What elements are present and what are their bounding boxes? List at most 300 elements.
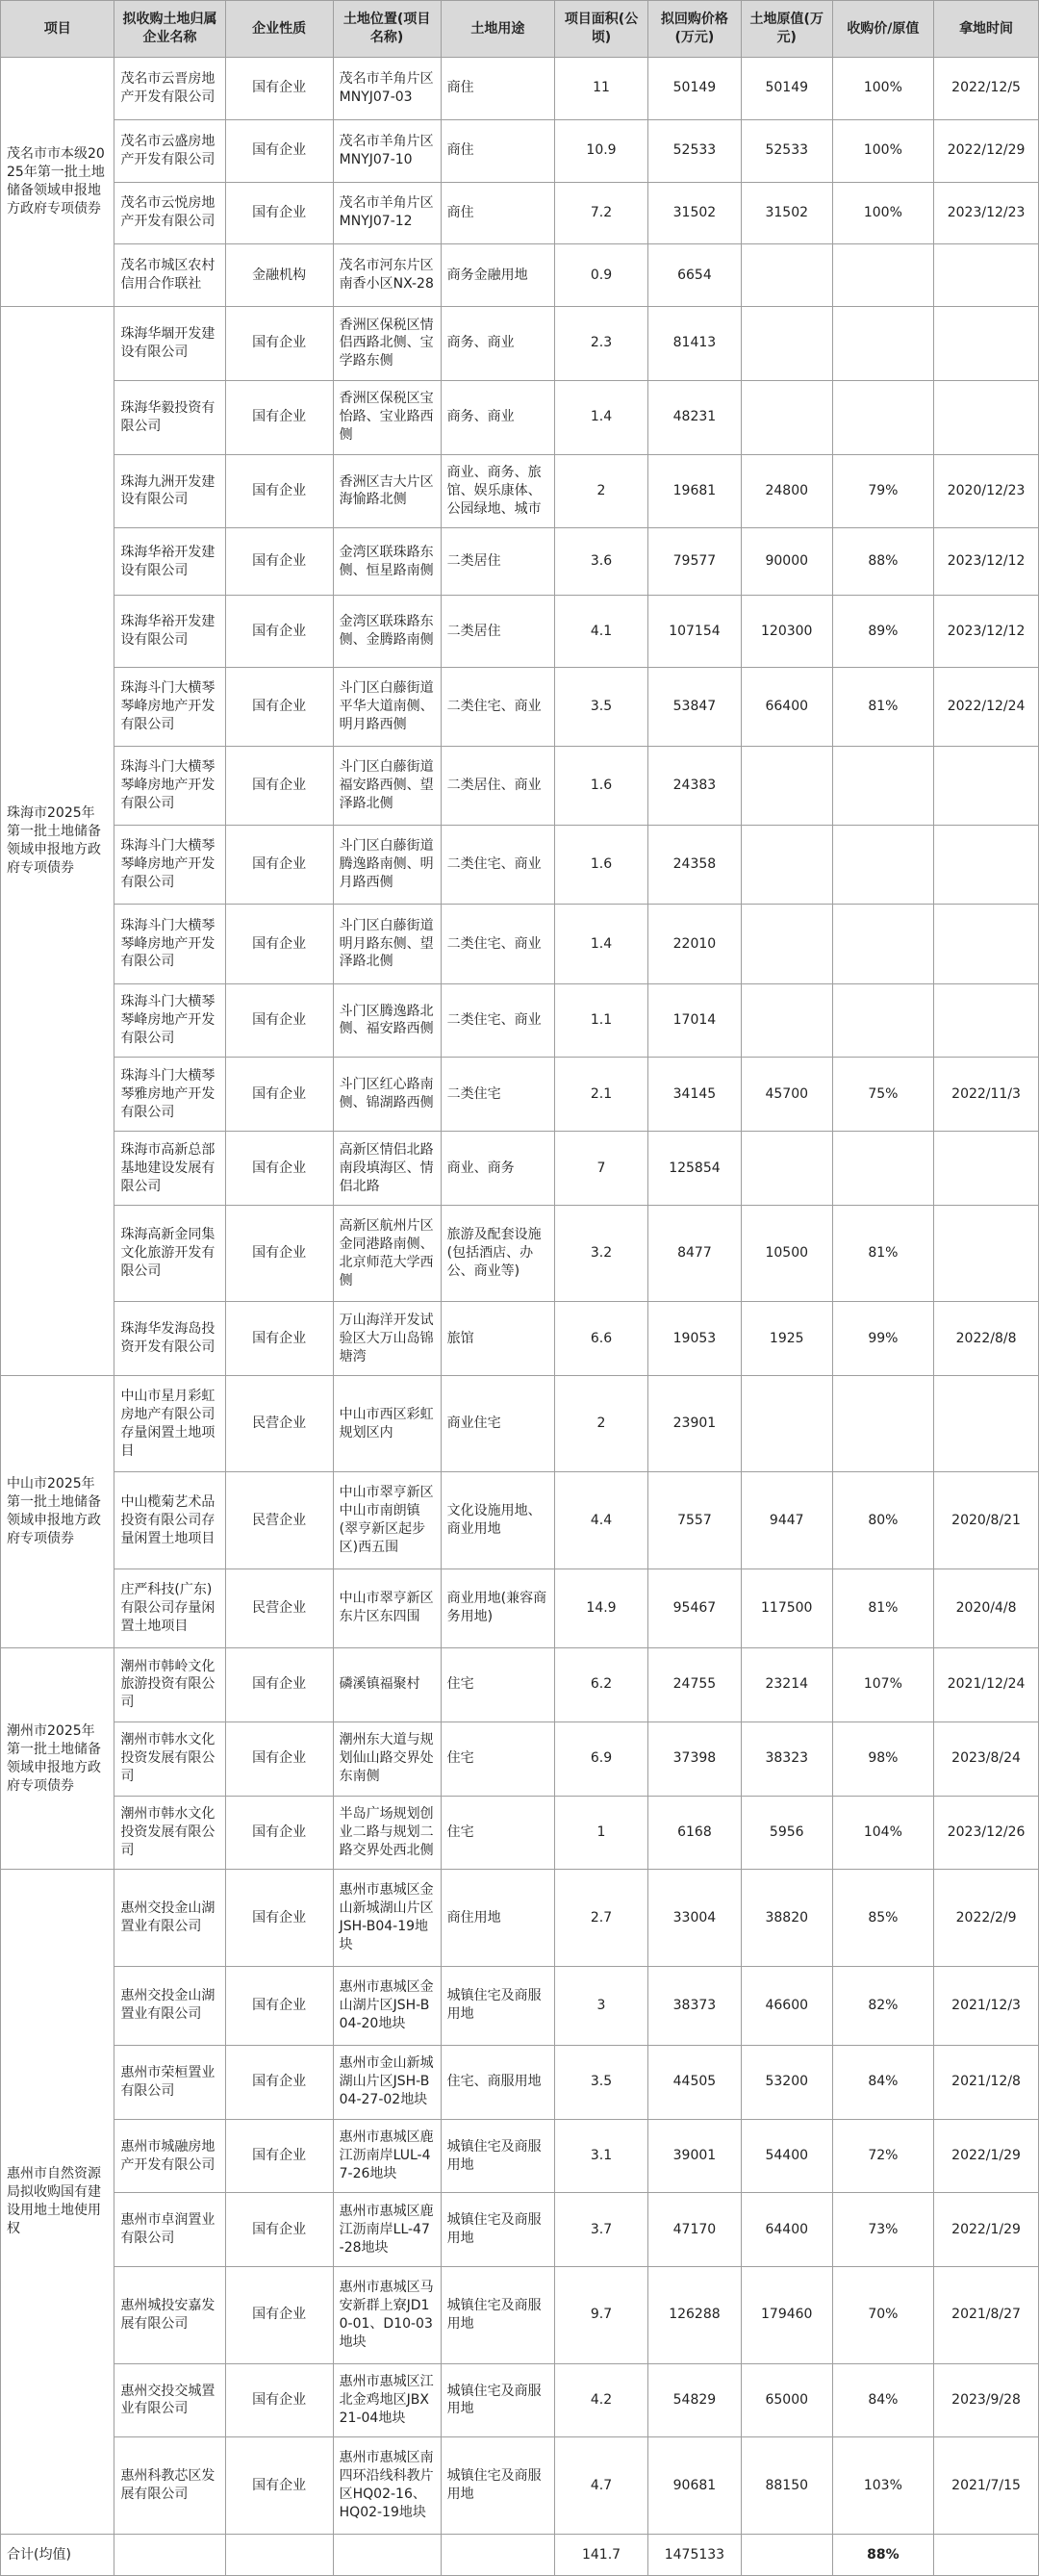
location-cell: 金湾区联珠路东侧、恒星路南侧 (333, 528, 441, 596)
buyer-cell: 中山榄菊艺术品投资有限公司存量闲置土地项目 (114, 1472, 225, 1569)
original-value-cell: 31502 (741, 182, 832, 244)
price-cell: 53847 (647, 667, 741, 746)
date-cell: 2021/12/8 (934, 2045, 1039, 2119)
total-ratio: 88% (832, 2535, 934, 2576)
column-header: 土地用途 (441, 1, 554, 58)
date-cell: 2020/12/23 (934, 454, 1039, 528)
area-cell: 2 (555, 454, 648, 528)
nature-cell: 国有企业 (225, 2045, 333, 2119)
price-cell: 107154 (647, 596, 741, 668)
price-cell: 6168 (647, 1796, 741, 1870)
original-value-cell: 9447 (741, 1472, 832, 1569)
original-value-cell (741, 1376, 832, 1472)
column-header: 拟回购价格(万元) (647, 1, 741, 58)
use-cell: 城镇住宅及商服用地 (441, 2437, 554, 2535)
area-cell: 3.6 (555, 528, 648, 596)
buyer-cell: 茂名市城区农村信用合作联社 (114, 244, 225, 307)
original-value-cell: 52533 (741, 119, 832, 182)
buyer-cell: 珠海九洲开发建设有限公司 (114, 454, 225, 528)
area-cell: 6.6 (555, 1302, 648, 1376)
original-value-cell: 38323 (741, 1722, 832, 1796)
price-cell: 38373 (647, 1966, 741, 2045)
buyer-cell: 中山市星月彩虹房地产有限公司存量闲置土地项目 (114, 1376, 225, 1472)
ratio-cell: 82% (832, 1966, 934, 2045)
use-cell: 城镇住宅及商服用地 (441, 2119, 554, 2193)
price-cell: 50149 (647, 58, 741, 120)
column-header: 拟收购土地归属企业名称 (114, 1, 225, 58)
area-cell: 14.9 (555, 1569, 648, 1647)
total-empty (934, 2535, 1039, 2576)
use-cell: 二类居住 (441, 528, 554, 596)
date-cell (934, 905, 1039, 983)
date-cell (934, 747, 1039, 826)
price-cell: 125854 (647, 1132, 741, 1206)
ratio-cell: 104% (832, 1796, 934, 1870)
use-cell: 二类居住、商业 (441, 747, 554, 826)
nature-cell: 国有企业 (225, 2267, 333, 2363)
nature-cell: 国有企业 (225, 454, 333, 528)
table-row (1, 1376, 1039, 1472)
buyer-cell: 珠海华堌开发建设有限公司 (114, 307, 225, 381)
ratio-cell (832, 1376, 934, 1472)
table-row (1, 1870, 1039, 1966)
ratio-cell: 81% (832, 1205, 934, 1301)
location-cell: 斗门区白藤街道福安路西侧、望泽路北侧 (333, 747, 441, 826)
location-cell: 金湾区联珠路东侧、金腾路南侧 (333, 596, 441, 668)
ratio-cell: 99% (832, 1302, 934, 1376)
ratio-cell (832, 905, 934, 983)
area-cell: 7 (555, 1132, 648, 1206)
area-cell: 2 (555, 1376, 648, 1472)
buyer-cell: 惠州市荣桓置业有限公司 (114, 2045, 225, 2119)
area-cell: 1.4 (555, 905, 648, 983)
ratio-cell (832, 307, 934, 381)
date-cell: 2022/2/9 (934, 1870, 1039, 1966)
nature-cell: 国有企业 (225, 1058, 333, 1132)
table-row (1, 1302, 1039, 1376)
date-cell: 2023/8/24 (934, 1722, 1039, 1796)
ratio-cell: 84% (832, 2045, 934, 2119)
ratio-cell: 100% (832, 119, 934, 182)
price-cell: 52533 (647, 119, 741, 182)
date-cell: 2023/12/12 (934, 528, 1039, 596)
table-row (1, 1966, 1039, 2045)
date-cell: 2023/9/28 (934, 2363, 1039, 2437)
ratio-cell: 70% (832, 2267, 934, 2363)
table-row (1, 182, 1039, 244)
area-cell: 7.2 (555, 182, 648, 244)
location-cell: 茂名市羊角片区MNYJ07-10 (333, 119, 441, 182)
original-value-cell: 45700 (741, 1058, 832, 1132)
location-cell: 香洲区吉大片区海愉路北侧 (333, 454, 441, 528)
date-cell: 2022/12/5 (934, 58, 1039, 120)
buyer-cell: 珠海高新金同集文化旅游开发有限公司 (114, 1205, 225, 1301)
original-value-cell: 117500 (741, 1569, 832, 1647)
buyer-cell: 惠州科教芯区发展有限公司 (114, 2437, 225, 2535)
use-cell: 文化设施用地、商业用地 (441, 1472, 554, 1569)
nature-cell: 国有企业 (225, 667, 333, 746)
ratio-cell: 85% (832, 1870, 934, 1966)
ratio-cell (832, 747, 934, 826)
original-value-cell: 46600 (741, 1966, 832, 2045)
table-row (1, 983, 1039, 1058)
location-cell: 半岛广场规划创业二路与规划二路交界处西北侧 (333, 1796, 441, 1870)
buyer-cell: 珠海市高新总部基地建设发展有限公司 (114, 1132, 225, 1206)
buyer-cell: 珠海斗门大横琴琴峰房地产开发有限公司 (114, 826, 225, 905)
table-row (1, 380, 1039, 454)
buyer-cell: 茂名市云盛房地产开发有限公司 (114, 119, 225, 182)
table-header-row (1, 1, 1039, 58)
project-group-cell: 惠州市自然资源局拟收购国有建设用地土地使用权 (1, 1870, 114, 2535)
total-empty (333, 2535, 441, 2576)
date-cell (934, 1132, 1039, 1206)
use-cell: 城镇住宅及商服用地 (441, 2363, 554, 2437)
date-cell: 2021/7/15 (934, 2437, 1039, 2535)
buyer-cell: 惠州市城融房地产开发有限公司 (114, 2119, 225, 2193)
nature-cell: 国有企业 (225, 1796, 333, 1870)
table-row (1, 1472, 1039, 1569)
area-cell: 4.2 (555, 2363, 648, 2437)
table-row (1, 2045, 1039, 2119)
price-cell: 90681 (647, 2437, 741, 2535)
original-value-cell (741, 380, 832, 454)
location-cell: 中山市翠亨新区中山市南朗镇(翠亨新区起步区)西五围 (333, 1472, 441, 1569)
location-cell: 中山市翠亨新区东片区东四围 (333, 1569, 441, 1647)
original-value-cell (741, 307, 832, 381)
nature-cell: 国有企业 (225, 826, 333, 905)
location-cell: 惠州市惠城区鹿江沥南岸LL-47-28地块 (333, 2193, 441, 2267)
ratio-cell: 88% (832, 528, 934, 596)
use-cell: 商住 (441, 119, 554, 182)
column-header: 企业性质 (225, 1, 333, 58)
project-group-cell: 潮州市2025年第一批土地储备领域申报地方政府专项债券 (1, 1647, 114, 1869)
area-cell: 1.6 (555, 747, 648, 826)
original-value-cell (741, 244, 832, 307)
location-cell: 惠州市惠城区南四环沿线科教片区HQ02-16、HQ02-19地块 (333, 2437, 441, 2535)
area-cell: 3 (555, 1966, 648, 2045)
location-cell: 惠州市惠城区金山湖片区JSH-B04-20地块 (333, 1966, 441, 2045)
ratio-cell: 81% (832, 667, 934, 746)
table-row (1, 244, 1039, 307)
table-row (1, 667, 1039, 746)
use-cell: 商业住宅 (441, 1376, 554, 1472)
use-cell: 城镇住宅及商服用地 (441, 2267, 554, 2363)
location-cell: 磷溪镇福聚村 (333, 1647, 441, 1722)
area-cell: 1.6 (555, 826, 648, 905)
table-row (1, 1132, 1039, 1206)
location-cell: 茂名市羊角片区MNYJ07-12 (333, 182, 441, 244)
location-cell: 惠州市金山新城湖山片区JSH-B04-27-02地块 (333, 2045, 441, 2119)
total-empty (441, 2535, 554, 2576)
price-cell: 47170 (647, 2193, 741, 2267)
column-header: 项目 (1, 1, 114, 58)
price-cell: 81413 (647, 307, 741, 381)
original-value-cell: 10500 (741, 1205, 832, 1301)
nature-cell: 国有企业 (225, 2193, 333, 2267)
nature-cell: 国有企业 (225, 1205, 333, 1301)
original-value-cell: 66400 (741, 667, 832, 746)
nature-cell: 民营企业 (225, 1376, 333, 1472)
ratio-cell: 107% (832, 1647, 934, 1722)
nature-cell: 国有企业 (225, 2119, 333, 2193)
price-cell: 6654 (647, 244, 741, 307)
original-value-cell (741, 983, 832, 1058)
total-empty (741, 2535, 832, 2576)
ratio-cell: 80% (832, 1472, 934, 1569)
date-cell: 2022/1/29 (934, 2193, 1039, 2267)
table-row (1, 119, 1039, 182)
total-label: 合计(均值) (1, 2535, 114, 2576)
table-row (1, 1058, 1039, 1132)
location-cell: 斗门区白藤街道腾逸路南侧、明月路西侧 (333, 826, 441, 905)
original-value-cell: 90000 (741, 528, 832, 596)
use-cell: 商住 (441, 58, 554, 120)
original-value-cell: 120300 (741, 596, 832, 668)
nature-cell: 国有企业 (225, 905, 333, 983)
location-cell: 斗门区白藤街道平华大道南侧、明月路西侧 (333, 667, 441, 746)
use-cell: 商业、商务 (441, 1132, 554, 1206)
buyer-cell: 珠海华毅投资有限公司 (114, 380, 225, 454)
location-cell: 惠州市惠城区鹿江沥南岸LUL-47-26地块 (333, 2119, 441, 2193)
date-cell: 2021/12/24 (934, 1647, 1039, 1722)
area-cell: 1.1 (555, 983, 648, 1058)
date-cell: 2023/12/23 (934, 182, 1039, 244)
buyer-cell: 珠海斗门大横琴琴峰房地产开发有限公司 (114, 983, 225, 1058)
table-row (1, 747, 1039, 826)
buyer-cell: 珠海斗门大横琴琴峰房地产开发有限公司 (114, 905, 225, 983)
ratio-cell (832, 983, 934, 1058)
buyer-cell: 潮州市韩岭文化旅游投资有限公司 (114, 1647, 225, 1722)
nature-cell: 国有企业 (225, 1647, 333, 1722)
price-cell: 44505 (647, 2045, 741, 2119)
original-value-cell: 53200 (741, 2045, 832, 2119)
location-cell: 茂名市河东片区南香小区NX-28 (333, 244, 441, 307)
use-cell: 二类住宅、商业 (441, 983, 554, 1058)
date-cell (934, 1205, 1039, 1301)
original-value-cell: 64400 (741, 2193, 832, 2267)
ratio-cell: 103% (832, 2437, 934, 2535)
date-cell: 2021/8/27 (934, 2267, 1039, 2363)
buyer-cell: 潮州市韩水文化投资发展有限公司 (114, 1796, 225, 1870)
area-cell: 3.1 (555, 2119, 648, 2193)
date-cell: 2023/12/26 (934, 1796, 1039, 1870)
location-cell: 万山海洋开发试验区大万山岛锦塘湾 (333, 1302, 441, 1376)
area-cell: 6.9 (555, 1722, 648, 1796)
location-cell: 斗门区腾逸路北侧、福安路西侧 (333, 983, 441, 1058)
price-cell: 34145 (647, 1058, 741, 1132)
location-cell: 茂名市羊角片区MNYJ07-03 (333, 58, 441, 120)
nature-cell: 国有企业 (225, 1966, 333, 2045)
nature-cell: 国有企业 (225, 1870, 333, 1966)
area-cell: 11 (555, 58, 648, 120)
area-cell: 3.2 (555, 1205, 648, 1301)
location-cell: 斗门区红心路南侧、锦湖路西侧 (333, 1058, 441, 1132)
ratio-cell: 73% (832, 2193, 934, 2267)
buyer-cell: 珠海华裕开发建设有限公司 (114, 596, 225, 668)
nature-cell: 国有企业 (225, 2363, 333, 2437)
column-header: 项目面积(公顷) (555, 1, 648, 58)
area-cell: 4.4 (555, 1472, 648, 1569)
original-value-cell: 5956 (741, 1796, 832, 1870)
price-cell: 19053 (647, 1302, 741, 1376)
use-cell: 住宅、商服用地 (441, 2045, 554, 2119)
area-cell: 3.7 (555, 2193, 648, 2267)
nature-cell: 国有企业 (225, 1132, 333, 1206)
ratio-cell: 81% (832, 1569, 934, 1647)
ratio-cell: 100% (832, 182, 934, 244)
buyer-cell: 惠州交投金山湖置业有限公司 (114, 1966, 225, 2045)
ratio-cell (832, 826, 934, 905)
area-cell: 6.2 (555, 1647, 648, 1722)
price-cell: 8477 (647, 1205, 741, 1301)
column-header: 收购价/原值 (832, 1, 934, 58)
nature-cell: 国有企业 (225, 1302, 333, 1376)
price-cell: 24755 (647, 1647, 741, 1722)
use-cell: 商务金融用地 (441, 244, 554, 307)
table-row (1, 2193, 1039, 2267)
price-cell: 79577 (647, 528, 741, 596)
location-cell: 香洲区保税区宝怡路、宝业路西侧 (333, 380, 441, 454)
table-row (1, 826, 1039, 905)
nature-cell: 国有企业 (225, 1722, 333, 1796)
buyer-cell: 珠海斗门大横琴琴峰房地产开发有限公司 (114, 667, 225, 746)
price-cell: 31502 (647, 182, 741, 244)
area-cell: 3.5 (555, 2045, 648, 2119)
table-row (1, 2437, 1039, 2535)
use-cell: 二类住宅 (441, 1058, 554, 1132)
project-group-cell: 珠海市2025年第一批土地储备领域申报地方政府专项债券 (1, 307, 114, 1376)
date-cell: 2020/8/21 (934, 1472, 1039, 1569)
table-row (1, 1569, 1039, 1647)
nature-cell: 国有企业 (225, 2437, 333, 2535)
use-cell: 城镇住宅及商服用地 (441, 1966, 554, 2045)
location-cell: 惠州市惠城区江北金鸡地区JBX21-04地块 (333, 2363, 441, 2437)
buyer-cell: 茂名市云悦房地产开发有限公司 (114, 182, 225, 244)
date-cell (934, 380, 1039, 454)
table-row (1, 1796, 1039, 1870)
location-cell: 高新区情侣北路南段填海区、情侣北路 (333, 1132, 441, 1206)
price-cell: 22010 (647, 905, 741, 983)
ratio-cell (832, 380, 934, 454)
nature-cell: 民营企业 (225, 1569, 333, 1647)
price-cell: 33004 (647, 1870, 741, 1966)
area-cell: 10.9 (555, 119, 648, 182)
location-cell: 中山市西区彩虹规划区内 (333, 1376, 441, 1472)
date-cell: 2022/12/24 (934, 667, 1039, 746)
ratio-cell: 75% (832, 1058, 934, 1132)
price-cell: 37398 (647, 1722, 741, 1796)
date-cell: 2022/1/29 (934, 2119, 1039, 2193)
original-value-cell: 23214 (741, 1647, 832, 1722)
table-row (1, 596, 1039, 668)
ratio-cell (832, 244, 934, 307)
location-cell: 惠州市惠城区马安新群上寮JD10-01、D10-03地块 (333, 2267, 441, 2363)
table-row (1, 454, 1039, 528)
location-cell: 斗门区白藤街道明月路东侧、望泽路北侧 (333, 905, 441, 983)
location-cell: 香洲区保税区情侣西路北侧、宝学路东侧 (333, 307, 441, 381)
column-header: 土地位置(项目名称) (333, 1, 441, 58)
use-cell: 旅馆 (441, 1302, 554, 1376)
date-cell (934, 1376, 1039, 1472)
price-cell: 39001 (647, 2119, 741, 2193)
nature-cell: 国有企业 (225, 528, 333, 596)
area-cell: 0.9 (555, 244, 648, 307)
date-cell: 2021/12/3 (934, 1966, 1039, 2045)
project-group-cell: 茂名市市本级2025年第一批土地储备领域申报地方政府专项债券 (1, 58, 114, 307)
area-cell: 2.3 (555, 307, 648, 381)
use-cell: 商住用地 (441, 1870, 554, 1966)
area-cell: 1 (555, 1796, 648, 1870)
use-cell: 住宅 (441, 1647, 554, 1722)
price-cell: 54829 (647, 2363, 741, 2437)
nature-cell: 国有企业 (225, 983, 333, 1058)
nature-cell: 国有企业 (225, 182, 333, 244)
total-price: 1475133 (647, 2535, 741, 2576)
price-cell: 95467 (647, 1569, 741, 1647)
ratio-cell: 100% (832, 58, 934, 120)
price-cell: 126288 (647, 2267, 741, 2363)
nature-cell: 国有企业 (225, 307, 333, 381)
location-cell: 惠州市惠城区金山新城湖山片区JSH-B04-19地块 (333, 1870, 441, 1966)
date-cell: 2022/8/8 (934, 1302, 1039, 1376)
total-empty (225, 2535, 333, 2576)
ratio-cell: 98% (832, 1722, 934, 1796)
use-cell: 二类居住 (441, 596, 554, 668)
area-cell: 4.1 (555, 596, 648, 668)
ratio-cell: 89% (832, 596, 934, 668)
table-row (1, 528, 1039, 596)
date-cell: 2020/4/8 (934, 1569, 1039, 1647)
table-row (1, 1647, 1039, 1722)
buyer-cell: 惠州交投金山湖置业有限公司 (114, 1870, 225, 1966)
table-body (1, 58, 1039, 2535)
price-cell: 23901 (647, 1376, 741, 1472)
buyer-cell: 珠海华发海岛投资开发有限公司 (114, 1302, 225, 1376)
area-cell: 2.1 (555, 1058, 648, 1132)
buyer-cell: 茂名市云晋房地产开发有限公司 (114, 58, 225, 120)
original-value-cell: 38820 (741, 1870, 832, 1966)
price-cell: 48231 (647, 380, 741, 454)
original-value-cell: 50149 (741, 58, 832, 120)
nature-cell: 国有企业 (225, 747, 333, 826)
use-cell: 住宅 (441, 1722, 554, 1796)
use-cell: 二类住宅、商业 (441, 667, 554, 746)
area-cell: 9.7 (555, 2267, 648, 2363)
original-value-cell: 24800 (741, 454, 832, 528)
price-cell: 17014 (647, 983, 741, 1058)
table-row (1, 905, 1039, 983)
table-row (1, 2119, 1039, 2193)
original-value-cell (741, 826, 832, 905)
total-empty (114, 2535, 225, 2576)
date-cell: 2022/11/3 (934, 1058, 1039, 1132)
total-area: 141.7 (555, 2535, 648, 2576)
table-row (1, 2363, 1039, 2437)
date-cell: 2023/12/12 (934, 596, 1039, 668)
use-cell: 商务、商业 (441, 307, 554, 381)
nature-cell: 金融机构 (225, 244, 333, 307)
price-cell: 24358 (647, 826, 741, 905)
use-cell: 商业、商务、旅馆、娱乐康体、公园绿地、城市 (441, 454, 554, 528)
original-value-cell (741, 905, 832, 983)
buyer-cell: 珠海斗门大横琴琴雅房地产开发有限公司 (114, 1058, 225, 1132)
nature-cell: 国有企业 (225, 596, 333, 668)
use-cell: 商务、商业 (441, 380, 554, 454)
nature-cell: 国有企业 (225, 58, 333, 120)
column-header: 拿地时间 (934, 1, 1039, 58)
original-value-cell (741, 1132, 832, 1206)
original-value-cell (741, 747, 832, 826)
